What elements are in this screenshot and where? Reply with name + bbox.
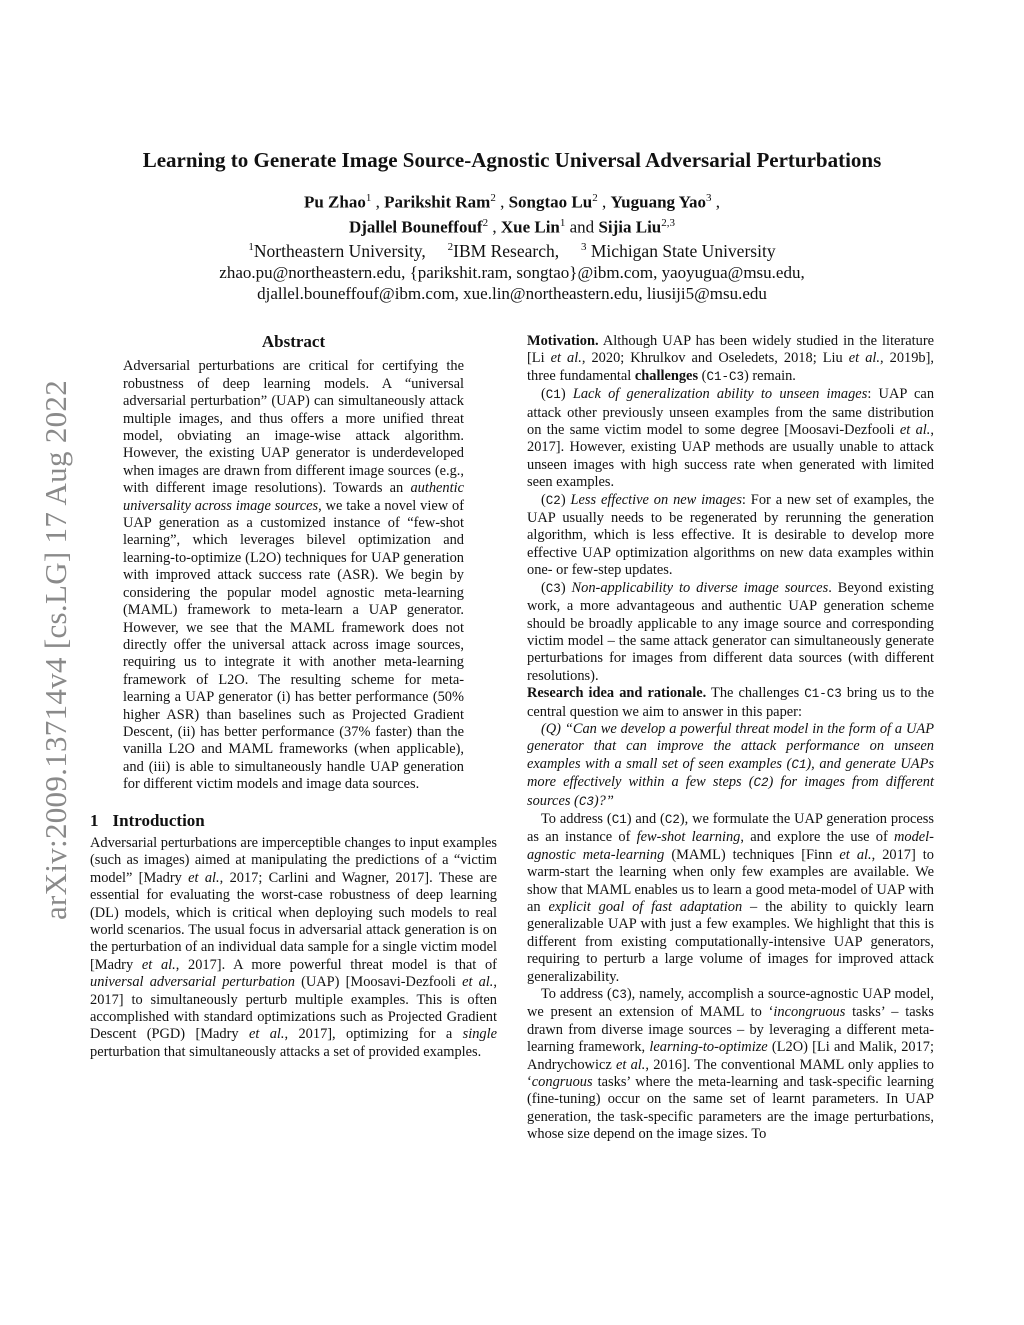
challenge-c1: (C1) Lack of generalization ability to unseen images: UAP can attack other previously unseen examples from the same distribution on the same victim model to some degree [Moosavi-Dezfooli et al., 2017]. However, existing UAP methods are usually unable to attack unseen images with high success rate when generated with limited seen examples.	[527, 386, 935, 491]
author-name: Sijia Liu	[598, 217, 662, 237]
address-c1-c2-paragraph	[527, 811, 934, 986]
intro-paragraph	[90, 835, 497, 1061]
author-name: Yuguang Yao	[610, 192, 707, 212]
body-text: (L2O) [Li and Malik, 2017; Andrychowicz	[527, 1039, 934, 1073]
body-bold: challenges	[634, 367, 699, 384]
etal: et al.	[248, 1026, 285, 1043]
body-text: ) and (	[626, 810, 665, 827]
body-text: , 2016]. The conventional MAML only applies to ‘	[527, 1056, 934, 1091]
body-text: , 2017; Carlini and Wagner, 2017]. These are essential for evaluating the worst-case robustness of deep learning (DL) models, which is critical when deploying such models to real world scenarios. The usual focus in adversarial attack generation is on the perturbation of an individual data sample for a single victim model [Madry	[90, 869, 497, 973]
challenge-code: C1	[791, 757, 807, 772]
body-text: , 2020; Khrulkov and Oseledets, 2018; Liu	[581, 350, 849, 367]
email-block	[0, 262, 1024, 304]
affiliation: Michigan State University	[590, 240, 776, 261]
body-emph: explicit goal of fast adaptation	[548, 899, 743, 915]
challenge-c2: (C2) Less effective on new images: For a new set of examples, the UAP usually needs to be regenerated by rerunning the generation algorithm, which is less effective. It is desirable to develop more effective UAP optimization algorithms on new data examples within one- or few-step updates.	[527, 491, 934, 579]
author-name: Parikshit Ram	[384, 192, 491, 212]
body-text: ), namely, accomplish a source-agnostic UAP model, we present an extension of MAML to ‘	[527, 986, 934, 1021]
etal: et al.	[839, 846, 872, 863]
body-text: ) remain.	[743, 367, 796, 384]
author-name: Djallel Bouneffouf	[348, 217, 483, 237]
body-emph: incongruous	[773, 1004, 846, 1021]
affil-mark: 2	[447, 241, 454, 253]
challenge-code: C1	[611, 812, 627, 827]
author-affil-mark: 1	[365, 192, 372, 204]
challenge-title: Non-applicability to diverse image sources	[571, 579, 829, 596]
author-affil-mark: 1	[559, 216, 566, 229]
author-name: Xue Lin	[500, 217, 560, 237]
body-text: , 2017] to warm-start the learning when only few examples are available. We show that MAML enables us to learn a good meta-model of UAP with an	[527, 846, 934, 915]
question-text: ), and generate UAPs more effectively within a few steps (	[527, 755, 934, 791]
challenge-code: C2	[664, 812, 680, 827]
body-text: bring us to the central question we aim to answer in this paper:	[527, 685, 934, 720]
left-column	[90, 333, 497, 1061]
etal: et al.	[899, 422, 931, 439]
body-text: ), we formulate the UAP generation process as an instance of	[527, 810, 935, 846]
author-conjunction: and	[569, 217, 595, 237]
etal: et al.	[188, 869, 220, 886]
challenge-code: C1-C3	[706, 369, 744, 384]
body-text: , 2017]. A more powerful threat model is that of	[175, 956, 497, 973]
arxiv-identifier: arXiv:2009.13714v4 [cs.LG] 17 Aug 2022	[38, 379, 73, 921]
affil-mark: 3	[581, 241, 587, 253]
challenge-title: Lack of generalization ability to unseen images	[572, 386, 868, 403]
author-affil-mark: 3	[706, 192, 712, 204]
body-text: : For a new set of examples, the UAP usually needs to be regenerated by rerunning the generation algorithm, which is less effective. It is desirable to develop more effective UAP optimization algorithms on new data examples within one- or few-step updates.	[527, 491, 934, 579]
body-text: Adversarial perturbations are imperceptible changes to input examples (such as images) aimed at manipulating the predictions of a “victim model” [Madry	[90, 834, 497, 886]
author-name: Songtao Lu	[508, 192, 593, 212]
author-list: Pu Zhao$^1$ , Parikshit Ram$^2$ , Songtao Lu$^2$ , Yuguang Yao$^3$ , Djallel Bouneffouf$^2$ , Xue Lin$^1$ and Sijia Liu$^{2,3}$	[303, 192, 721, 237]
question-text: ) for images from different sources (	[527, 774, 934, 809]
challenge-code: C1-C3	[804, 687, 842, 702]
body-text: , and explore the use of	[740, 829, 895, 846]
abstract-text: , we take a novel view of UAP generation as a customized instance of “few-shot learning”, which leverages bilevel optimization and learning-to-optimize (L2O) techniques for UAP generation with improved attack success rate (ASR). We begin by considering the popular model agnostic meta-learning (MAML) framework to meta-learn a UAP generator. However, we see that the MAML framework does not directly offer the universal attack across image sources, requiring us to integrate it with another meta-learning framework of L2O. The resulting scheme for meta-learning a UAP generator (i) has better performance (50% higher ASR) than baselines such as Projected Gradient Descent, (ii) has better performance (37% faster) than the vanilla L2O and MAML frameworks (when applicable), and (iii) is able to simultaneously handle UAP generation for different victim models and image data sources.	[123, 497, 464, 793]
body-emph: learning-to-optimize	[649, 1039, 768, 1056]
central-question	[527, 721, 934, 811]
body-text: tasks’ where the meta-learning and task-specific learning (fine-tuning) occur on the same set of learnt parameters. In UAP generation, the task-specific parameters are the image perturbations, whose size depend on the image sizes. To	[527, 1074, 934, 1143]
affiliation: Northeastern University,	[253, 240, 426, 261]
challenge-code: C1	[545, 388, 561, 403]
abstract-body	[90, 358, 497, 793]
etal: et al.	[615, 1056, 646, 1073]
body-text: (	[698, 367, 707, 384]
body-text: tasks’ – tasks drawn from diverse image sources – by leveraging a different meta-learning framework,	[527, 1004, 935, 1056]
section-title: Introduction	[112, 810, 205, 830]
challenge-c3: (C3) Non-applicability to diverse image sources. Beyond existing work, a more advantageous and authentic UAP generation scheme should be broadly applicable to any image source and corresponding victim model – the same attack generator can simultaneously generate perturbations for images from different data sources (with different resolutions).	[527, 579, 934, 684]
body-text: perturbation that simultaneously attacks a set of provided examples.	[90, 1043, 482, 1060]
author-affil-mark: 2	[482, 216, 489, 229]
body-text: The challenges	[706, 685, 805, 702]
body-emph: single	[462, 1026, 497, 1043]
paragraph-heading: Research idea and rationale.	[527, 685, 707, 702]
right-column	[527, 333, 934, 1144]
research-paragraph	[527, 685, 934, 721]
abstract-text: Adversarial perturbations are critical for certifying the robustness of deep learning models. A “universal adversarial perturbation” (UAP) can simultaneously attack multiple images, and thus offers a more unified threat model, obviating an image-wise attack algorithm. However, the existing UAP generator is underdeveloped when images are drawn from different image sources (e.g., with different image resolutions). Towards an	[123, 358, 464, 497]
section-number: 1	[90, 810, 99, 830]
abstract-heading: Abstract	[261, 332, 326, 351]
motivation-paragraph	[527, 333, 934, 386]
question-text: (Q) “Can we develop a powerful threat model in the form of a UAP generator that can improve the attack performance on unseen examples with a small set of seen examples (	[527, 720, 934, 772]
body-text: To address (	[541, 810, 612, 827]
body-text: (MAML) techniques [Finn	[664, 846, 840, 863]
affiliation: IBM Research,	[453, 240, 560, 261]
address-c3-paragraph	[527, 986, 934, 1144]
challenge-code: C2	[753, 776, 769, 791]
question-text: )?”	[593, 792, 614, 809]
etal: et al.	[141, 956, 176, 973]
body-text: To address (	[541, 986, 612, 1003]
body-emph: few-shot learning	[636, 829, 741, 846]
body-emph: universal adversarial perturbation	[90, 974, 295, 991]
paragraph-heading: Motivation.	[527, 333, 599, 349]
affil-mark: 1	[248, 241, 254, 253]
paper-title: Learning to Generate Image Source-Agnostic Universal Adversarial Perturbations	[142, 148, 882, 172]
etal: et al.	[550, 350, 582, 367]
body-text: – the ability to quickly learn generalizable UAP with just a few examples. We highlight that this is different from existing computationally-intensive UAP generators, requiring to perturb a large volume of images for improved attack generalizability.	[527, 899, 934, 985]
email-line: djallel.bouneffouf@ibm.com, xue.lin@northeastern.edu, liusiji5@msu.edu	[257, 284, 767, 303]
author-affil-mark: 2	[592, 192, 598, 204]
challenge-code: C3	[578, 794, 594, 809]
body-text: , 2019b], three fundamental	[527, 350, 934, 384]
body-text: , 2017] to simultaneously perturb multiple examples. This is often accomplished with standard optimizations such as Projected Gradient Descent (PGD) [Madry	[90, 974, 497, 1043]
body-emph: congruous	[531, 1074, 593, 1091]
etal: et al.	[462, 974, 494, 991]
affiliations	[0, 236, 1024, 262]
body-text: (UAP) [Moosavi-Dezfooli	[294, 974, 463, 991]
challenge-code: C3	[611, 988, 627, 1003]
section-heading	[90, 812, 497, 829]
etal: et al.	[848, 350, 880, 367]
author-affil-mark: 2,3	[661, 216, 676, 229]
author-name: Pu Zhao	[303, 192, 366, 212]
body-text: Although UAP has been widely studied in the literature [Li	[527, 333, 934, 367]
body-text: . Beyond existing work, a more advantageous and authentic UAP generation scheme should be broadly applicable to any image source and corresponding victim model – the same attack generator can simultaneously generate perturbations for images from different data sources (with different resolutions).	[527, 579, 934, 684]
body-text: : UAP can attack other previously unseen examples from the same distribution on the same victim model to some degree [Moosavi-Dezfooli	[527, 386, 935, 439]
body-text: , 2017]. However, existing UAP methods are usually unable to attack unseen images with high success rate when generated with limited seen examples.	[527, 422, 935, 491]
abstract-emph: authentic universality across image sources	[123, 480, 464, 514]
challenge-title: Less effective on new images	[570, 491, 742, 508]
body-text: , 2017], optimizing for a	[284, 1026, 463, 1043]
challenge-code: C2	[545, 493, 561, 508]
body-emph: model-agnostic meta-learning	[527, 829, 934, 863]
author-affil-mark: 2	[490, 192, 496, 204]
challenge-code: C3	[545, 581, 561, 596]
email-line: zhao.pu@northeastern.edu, {parikshit.ram, songtao}@ibm.com, yaoyugua@msu.edu,	[219, 263, 805, 282]
